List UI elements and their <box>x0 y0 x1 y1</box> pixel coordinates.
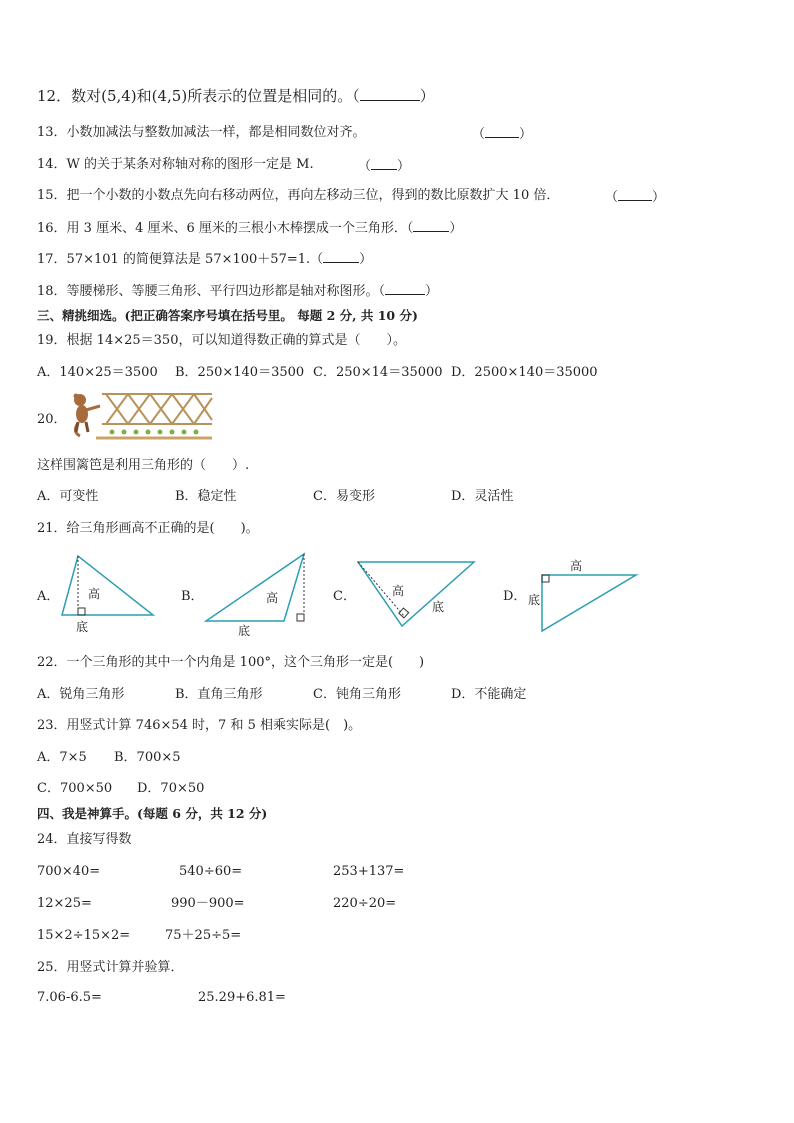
question-16 <box>37 219 462 237</box>
bracket-close: ） <box>519 127 533 142</box>
bracket-close: ） <box>425 284 439 299</box>
question-23-stem: 23．用竖式计算 746×54 时，7 和 5 相乘实际是( )。 <box>37 718 362 733</box>
triangle-a <box>58 554 158 636</box>
answer-blank[interactable] <box>371 157 397 170</box>
height-label: 高 <box>570 559 583 573</box>
calc-expression: 700×40= <box>37 864 101 879</box>
question-12-text: 12．数对(5,4)和(4,5)所表示的位置是相同的。（ <box>37 87 360 105</box>
bracket-close: ） <box>397 159 411 174</box>
question-12 <box>37 88 435 104</box>
q21-option-c-label[interactable]: C． <box>333 589 356 604</box>
question-14-text: 14．W 的关于某条对称轴对称的图形一定是 M. <box>37 157 314 172</box>
triangle-c <box>356 558 480 630</box>
plants <box>110 430 199 435</box>
q23-option-d[interactable]: D．70×50 <box>137 781 205 796</box>
q23-option-a[interactable]: A．7×5 <box>37 750 87 765</box>
question-20-number: 20． <box>37 412 67 427</box>
question-15 <box>37 188 559 204</box>
question-20-stem: 这样围篱笆是利用三角形的（ ）. <box>37 458 250 473</box>
q20-option-c[interactable]: C．易变形 <box>313 489 375 504</box>
question-21-stem: 21．给三角形画高不正确的是( )。 <box>37 521 259 536</box>
calc-expression: 7.06-6.5= <box>37 990 102 1005</box>
answer-blank[interactable] <box>323 250 359 263</box>
question-17 <box>37 250 372 268</box>
question-15-text: 15．把一个小数的小数点先向右移动两位，再向左移动三位，得到的数比原数扩大 10 倍． <box>37 188 560 203</box>
height-label: 高 <box>266 591 279 605</box>
bracket-open: （ <box>605 190 619 205</box>
calc-expression: 220÷20= <box>333 896 397 911</box>
q19-option-a[interactable]: A．140×25＝3500 <box>37 365 158 380</box>
base-label: 底 <box>528 593 541 607</box>
question-22-stem: 22．一个三角形的其中一个内角是 100°，这个三角形一定是( ) <box>37 655 425 670</box>
question-13-text: 13．小数加减法与整数加减法一样，都是相同数位对齐。 <box>37 125 366 140</box>
base-label: 底 <box>432 600 445 614</box>
q22-option-a[interactable]: A．锐角三角形 <box>37 687 125 702</box>
triangle-b <box>204 552 316 636</box>
fence-picture <box>66 388 216 444</box>
calc-expression: 75＋25÷5= <box>165 928 242 943</box>
q20-option-a[interactable]: A．可变性 <box>37 489 99 504</box>
question-17-text: 17．57×101 的简便算法是 57×100＋57=1.（ <box>37 252 324 267</box>
q23-option-b[interactable]: B．700×5 <box>114 750 181 765</box>
question-14-answer[interactable] <box>358 157 410 175</box>
question-13-answer[interactable] <box>472 125 532 143</box>
answer-blank[interactable] <box>618 188 652 201</box>
calc-expression: 12×25= <box>37 896 92 911</box>
height-label: 高 <box>88 587 101 601</box>
q21-option-b-label[interactable]: B． <box>181 589 204 604</box>
question-16-text: 16．用 3 厘米、4 厘米、6 厘米的三根小木棒摆成一个三角形．（ <box>37 221 414 236</box>
height-label: 高 <box>392 584 405 598</box>
bracket-close: ） <box>449 221 463 236</box>
calc-expression: 25.29+6.81= <box>198 990 286 1005</box>
question-13 <box>37 125 366 141</box>
fence-lattice <box>102 394 212 424</box>
base-label: 底 <box>76 620 89 634</box>
q22-option-c[interactable]: C．钝角三角形 <box>313 687 401 702</box>
bracket-open: （ <box>472 127 486 142</box>
q20-option-b[interactable]: B．稳定性 <box>175 489 237 504</box>
answer-blank[interactable] <box>385 282 425 295</box>
q22-option-d[interactable]: D．不能确定 <box>451 687 527 702</box>
answer-blank[interactable] <box>413 219 449 232</box>
question-14 <box>37 157 314 173</box>
question-15-answer[interactable] <box>605 188 665 206</box>
base-label: 底 <box>238 624 251 636</box>
section-4-heading: 四、我是神算手。(每题 6 分，共 12 分) <box>37 806 268 821</box>
calc-expression: 990－900= <box>171 896 245 911</box>
q19-option-c[interactable]: C．250×14＝35000 <box>313 365 443 380</box>
question-18-text: 18．等腰梯形、等腰三角形、平行四边形都是轴对称图形。（ <box>37 284 386 299</box>
answer-blank[interactable] <box>360 88 420 101</box>
question-19-stem: 19．根据 14×25＝350，可以知道得数正确的算式是（ ）。 <box>37 333 406 348</box>
calc-expression: 540÷60= <box>179 864 243 879</box>
bracket-open: （ <box>358 159 372 174</box>
q19-option-b[interactable]: B．250×140＝3500 <box>175 365 305 380</box>
q21-option-a-label[interactable]: A． <box>37 589 60 604</box>
bracket-close: ） <box>419 87 435 105</box>
q21-option-d-label[interactable]: D． <box>503 589 527 604</box>
question-18 <box>37 282 438 300</box>
q22-option-b[interactable]: B．直角三角形 <box>175 687 263 702</box>
calc-expression: 15×2÷15×2= <box>37 928 131 943</box>
bracket-close: ） <box>652 190 666 205</box>
q19-option-d[interactable]: D．2500×140＝35000 <box>451 365 598 380</box>
bracket-close: ） <box>359 252 373 267</box>
section-3-heading: 三、精挑细选。(把正确答案序号填在括号里。 每题 2 分, 共 10 分) <box>37 308 418 323</box>
monkey-figure <box>74 394 101 437</box>
q23-option-c[interactable]: C．700×50 <box>37 781 113 796</box>
question-25-stem: 25．用竖式计算并验算． <box>37 960 184 975</box>
calc-expression: 253+137= <box>333 864 405 879</box>
q20-option-d[interactable]: D．灵活性 <box>451 489 514 504</box>
question-24-stem: 24．直接写得数 <box>37 832 132 847</box>
triangle-d <box>528 556 640 634</box>
answer-blank[interactable] <box>485 125 519 138</box>
